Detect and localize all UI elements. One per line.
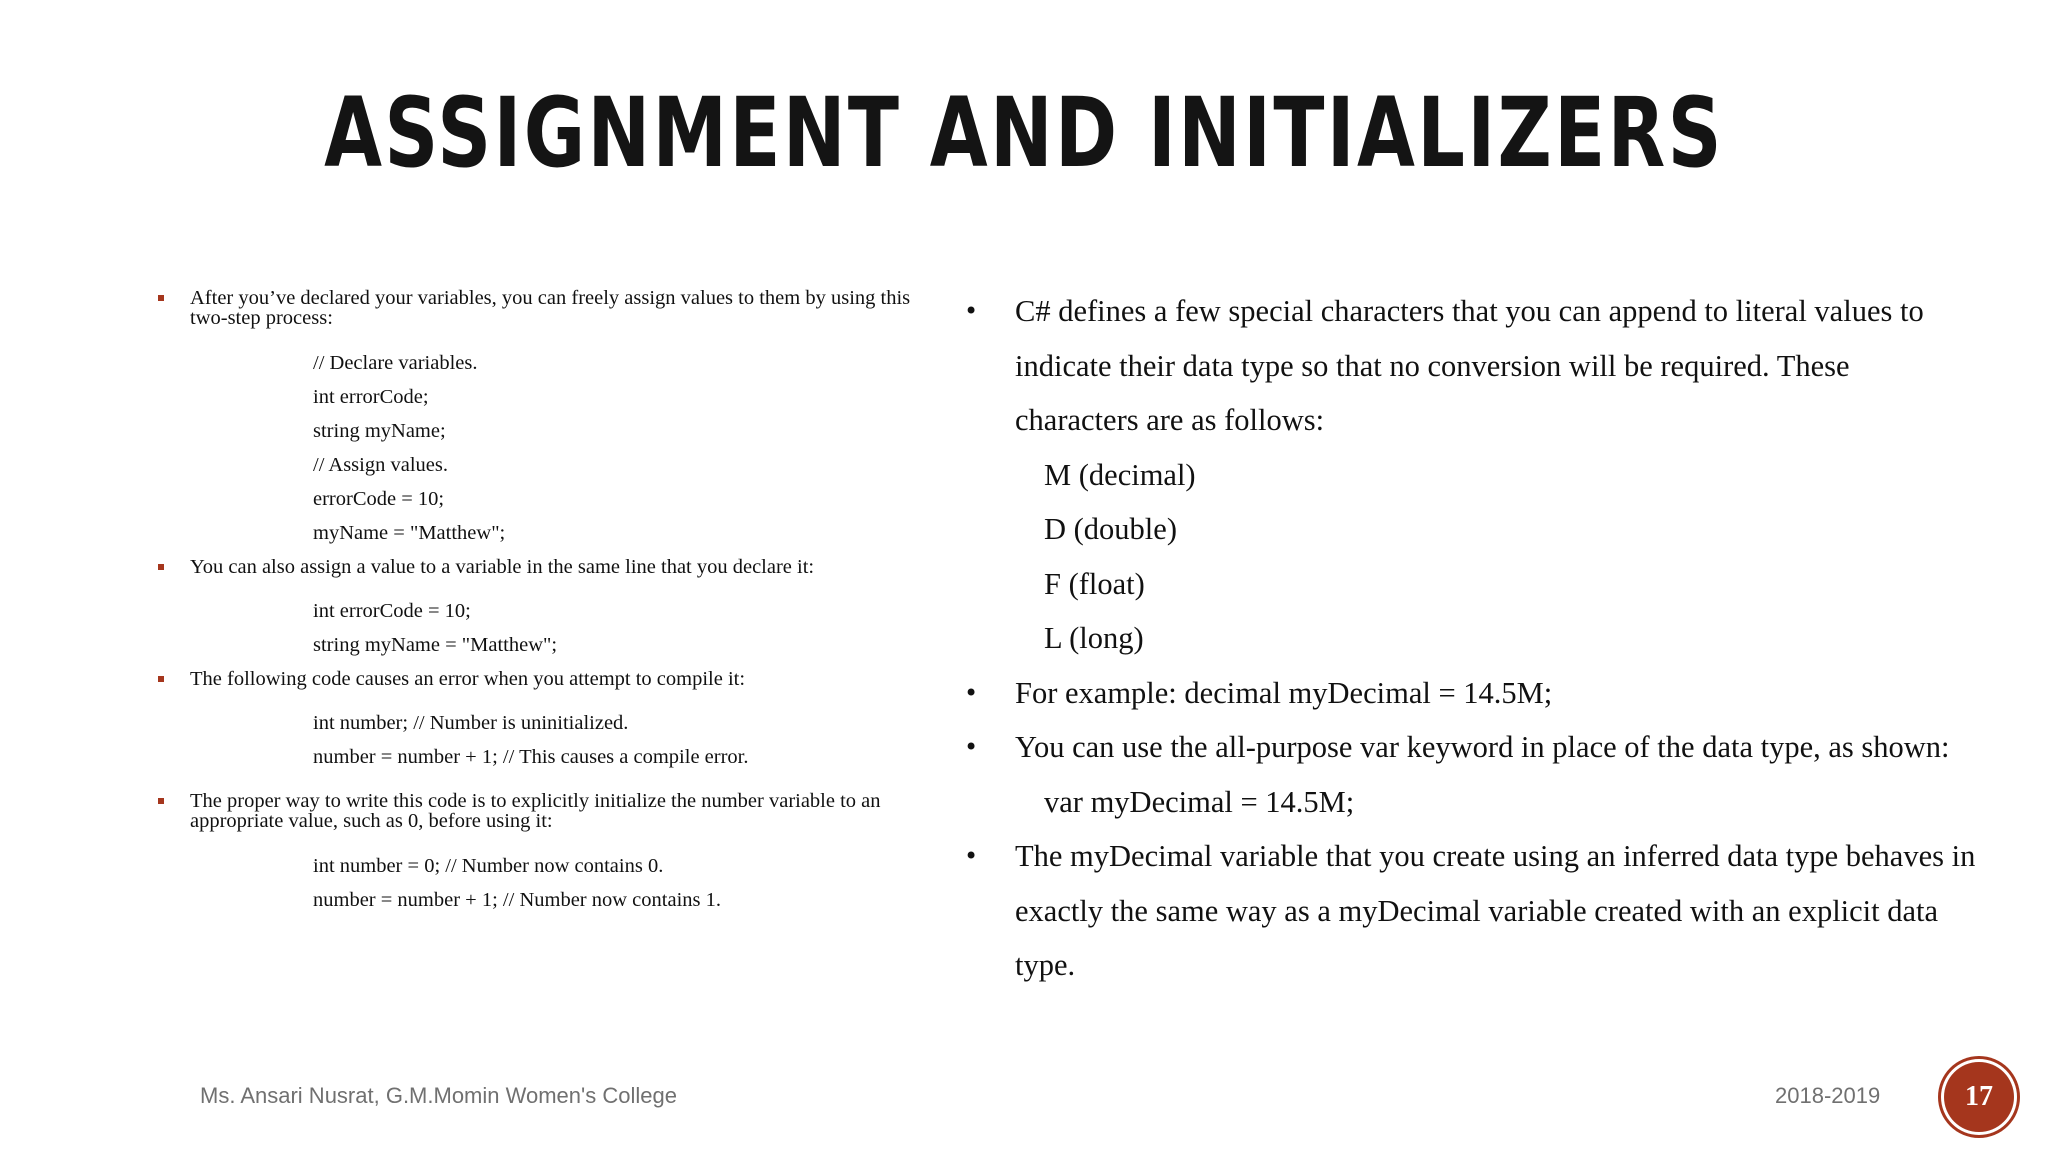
code-line: string myName = "Matthew"; [313,634,558,656]
right-bullet-2-text: For example: decimal myDecimal = 14.5M; [1015,675,1553,710]
page-number-badge [1944,1062,2014,1132]
bullet-dot-icon: • [964,678,979,707]
code-line: int errorCode; [313,386,429,408]
left-bullet-3 [150,669,945,689]
page-number: 17 [1965,1081,1993,1112]
square-bullet-icon [158,564,164,570]
right-bullet-1 [960,284,1980,448]
right-bullet-3 [960,720,1980,775]
code-line: // Assign values. [313,454,448,476]
code-line: var myDecimal = 14.5M; [1044,784,1355,819]
right-bullet-4-text: The myDecimal variable that you create using an inferred data type behaves in exactly the same way as a myDecimal variable created with an explicit data type. [1015,839,1976,982]
square-bullet-icon [158,798,164,804]
left-bullet-1-text: After you’ve declared your variables, you can freely assign values to them by using this two-step process: [190,287,911,329]
left-bullet-1 [150,288,945,328]
left-bullet-2-text: You can also assign a value to a variable in the same line that you declare it: [190,556,815,578]
right-bullet-2 [960,666,1980,721]
bullet-dot-icon: • [964,733,979,761]
right-bullet-1-text: C# defines a few special characters that you can append to literal values to indicate their data type so that no conversion will be required. These characters are as follows: [1015,294,1924,437]
bullet-dot-icon: • [964,297,979,325]
left-bullet-2 [150,557,945,577]
suffix-item: M (decimal) [1044,457,1196,492]
right-bullet-4 [960,829,1980,993]
suffix-item: F (float) [1044,566,1145,601]
suffix-item: L (long) [1044,621,1144,655]
code-line: int errorCode = 10; [313,600,471,622]
code-line: // Declare variables. [313,352,478,374]
code-line: int number; // Number is uninitialized. [313,712,629,734]
left-column [150,288,945,910]
code-line: errorCode = 10; [313,488,445,510]
left-bullet-3-text: The following code causes an error when you attempt to compile it: [190,668,746,690]
footer-year: 2018-2019 [1775,1083,1881,1108]
footer-author: Ms. Ansari Nusrat, G.M.Momin Women's College [200,1083,677,1108]
code-line: int number = 0; // Number now contains 0. [313,855,664,877]
right-column [960,284,1980,993]
left-bullet-4-text: The proper way to write this code is to explicitly initialize the number variable to an appropriate value, such as 0, before using it: [190,790,881,832]
slide-title: ASSIGNMENT AND INITIALIZERS [324,77,1724,189]
code-line: number = number + 1; // Number now contains 1. [313,889,721,911]
square-bullet-icon [158,676,164,682]
left-bullet-4 [150,791,945,831]
code-line: number = number + 1; // This causes a compile error. [313,746,749,768]
right-bullet-3-text: You can use the all-purpose var keyword in place of the data type, as shown: [1015,730,1950,764]
code-line: myName = "Matthew"; [313,522,506,544]
code-line: string myName; [313,420,446,442]
suffix-item: D (double) [1044,512,1177,546]
square-bullet-icon [158,295,164,301]
bullet-dot-icon: • [964,842,979,870]
